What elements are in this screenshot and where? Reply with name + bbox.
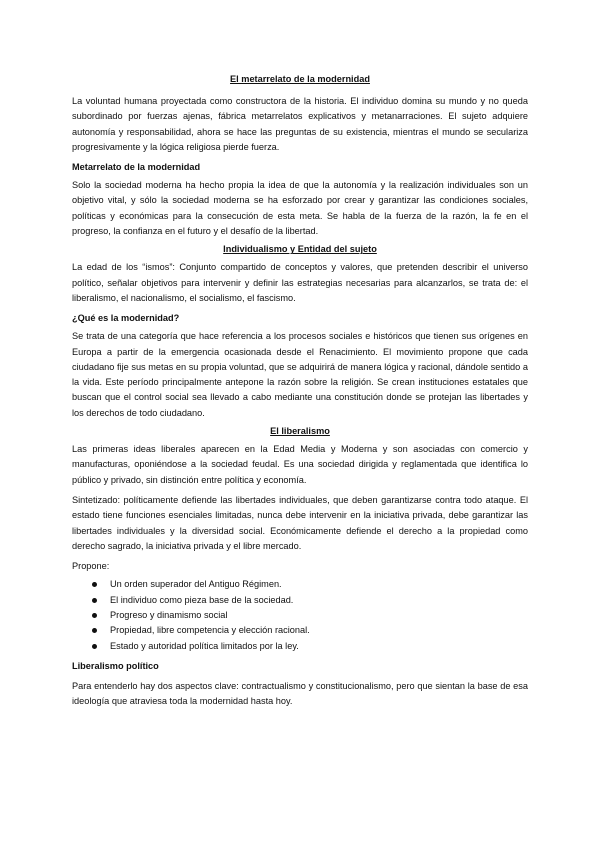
list-item: Estado y autoridad política limitados por la ley. [92, 639, 528, 654]
heading-individualismo: Individualismo y Entidad del sujeto [223, 244, 377, 255]
list-item: Un orden superador del Antiguo Régimen. [92, 577, 528, 592]
paragraph-metarrelato: Solo la sociedad moderna ha hecho propia la idea de que la autonomía y la realización individuales son un objetivo vital, y sólo la sociedad moderna se ha esforzado por crear y garantizar las condiciones sociales, políticas y económicas para la consecución de esta meta. Se habla de la fuerza de la razón, la fe en el progreso, la confianza en el futuro y el desafío de la libertad. [72, 180, 528, 237]
heading-metarrelato: Metarrelato de la modernidad [72, 162, 201, 173]
propone-label: Propone: [72, 561, 110, 572]
bullet-icon [92, 644, 97, 649]
heading-liberalismo-politico: Liberalismo político [72, 660, 159, 671]
paragraph-liberalismo-1: Las primeras ideas liberales aparecen en la Edad Media y Moderna y son asociadas con comercio y manufacturas, oponiéndose a la sociedad feudal. Es una sociedad dirigida y reglamentada que identifica lo público y privado, sin distinción entre política y economía. [72, 444, 528, 485]
document-title: El metarrelato de la modernidad [230, 74, 370, 84]
list-item: Progreso y dinamismo social [92, 608, 528, 623]
bullet-icon [92, 598, 97, 603]
bullet-icon [92, 613, 97, 618]
paragraph-ismos: La edad de los “ismos”: Conjunto compartido de conceptos y valores, que pretenden describir el universo político, señalar objetivos para intervenir y definir las estrategias necesarias para alcanzarlos, se trata de: el liberalismo, el nacionalismo, el socialismo, el fascismo. [72, 262, 528, 303]
bullet-icon [92, 582, 97, 587]
list-item: Propiedad, libre competencia y elección racional. [92, 623, 528, 638]
propone-list [72, 577, 528, 653]
paragraph-liberalismo-2: Sintetizado: políticamente defiende las libertades individuales, que deben garantizarse contra todo ataque. El estado tiene funciones esenciales limitadas, nunca debe intervenir en la iniciativa privada, debe garantizar las libertades individuales y la diversidad social. Económicamente defiende el derecho a la propiedad como derecho sagrado, la iniciativa privada y el libre mercado. [72, 494, 528, 551]
paragraph-que-es-modernidad: Se trata de una categoría que hace referencia a los procesos sociales e históricos que tienen sus orígenes en Europa a partir de la emergencia ocasionada desde el Renacimiento. El movimiento propone que cada ciudadano fije sus metas en su propia voluntad, que se adquirirá de manera lógica y racional, dándole sentido a la vida. Este período principalmente antepone la razón sobre la religión. Se crean instituciones estatales que buscan que el control social sea llevado a cabo mediante una constitución donde se protejan las libertades y los derechos de todo ciudadano. [72, 331, 528, 418]
heading-liberalismo: El liberalismo [270, 426, 330, 437]
paragraph-liberalismo-politico: Para entenderlo hay dos aspectos clave: contractualismo y constitucionalismo, pero que sientan la base de esa ideología que atraviesa toda la modernidad hasta hoy. [72, 680, 528, 707]
intro-paragraph: La voluntad humana proyectada como constructora de la historia. El individuo domina su mundo y no queda subordinado por fuerzas ajenas, fábrica metarrelatos explicativos y metanarraciones. El sujeto adquiere autonomía y responsabilidad, ahora se hace las preguntas de su existencia, mientras el mundo se seculariza progresivamente y la lógica religiosa pierde fuerza. [72, 96, 528, 152]
bullet-icon [92, 628, 97, 633]
list-item: El individuo como pieza base de la sociedad. [92, 593, 528, 608]
heading-que-es-modernidad: ¿Qué es la modernidad? [72, 313, 180, 324]
